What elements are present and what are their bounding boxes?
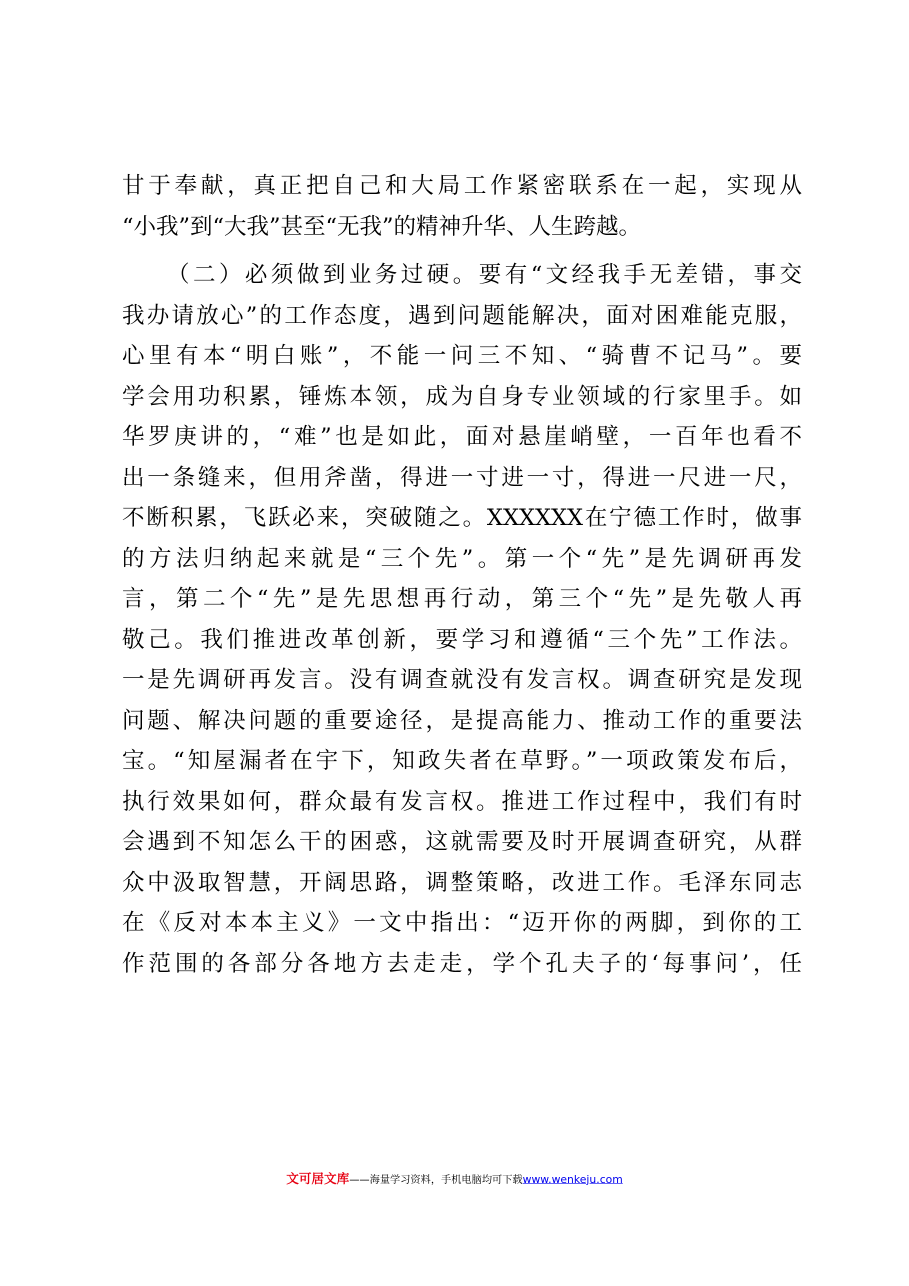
text-line: 言，第二个“先”是先思想再行动，第三个“先”是先敬人再: [122, 586, 802, 612]
text-line: “小我”到“大我”甚至“无我”的精神升华、人生跨越。: [122, 213, 642, 240]
text-line: 学会用功积累，锤炼本领，成为自身专业领域的行家里手。如: [122, 383, 802, 410]
text-line: 执行效果如何，群众最有发言权。推进工作过程中，我们有时: [122, 788, 802, 815]
document-body: [122, 166, 802, 984]
paragraph-2: [122, 255, 802, 984]
text-line: 敬己。我们推进改革创新，要学习和遵循“三个先”工作法。: [122, 626, 802, 653]
footer-tagline: ——海量学习资料，手机电脑均可下载: [349, 1173, 523, 1186]
text-line: 不断积累，飞跃必来，突破随之。XXXXXX在宁德工作时，做事: [122, 505, 802, 531]
website-link[interactable]: www.wenkeju.com: [522, 1173, 623, 1186]
text-line: 甘于奉献，真正把自己和大局工作紧密联系在一起，实现从: [122, 173, 802, 199]
text-line: 宝。“知屋漏者在宇下，知政失者在草野。”一项政策发布后，: [122, 748, 802, 774]
text-line: 会遇到不知怎么干的困惑，这就需要及时开展调查研究，从群: [122, 829, 802, 855]
footer-banner: [182, 1169, 727, 1187]
text-line: 在《反对本本主义》一文中指出：“迈开你的两脚，到你的工: [122, 910, 802, 936]
text-line: 问题、解决问题的重要途径，是提高能力、推动工作的重要法: [122, 707, 802, 734]
brand-name: 文可居文库: [286, 1171, 350, 1186]
text-line-indented: （二）必须做到业务过硬。要有“文经我手无差错，事交: [167, 262, 802, 288]
text-line: 作范围的各部分各地方去走走，学个孔夫子的‘每事问’，任: [122, 950, 802, 977]
paragraph-1: [122, 166, 802, 247]
paragraph-gap: [122, 247, 802, 255]
text-line: 华罗庚讲的，“难”也是如此，面对悬崖峭壁，一百年也看不: [122, 424, 802, 450]
text-line: 心里有本“明白账”，不能一问三不知、“骑曹不记马”。要: [122, 343, 802, 369]
text-line: 我办请放心”的工作态度，遇到问题能解决，面对困难能克服，: [122, 302, 802, 329]
text-line: 一是先调研再发言。没有调查就没有发言权。调查研究是发现: [122, 667, 802, 693]
text-line: 众中汲取智慧，开阔思路，调整策略，改进工作。毛泽东同志: [122, 869, 802, 896]
text-line: 出一条缝来，但用斧凿，得进一寸进一寸，得进一尺进一尺，: [122, 464, 802, 491]
text-line: 的方法归纳起来就是“三个先”。第一个“先”是先调研再发: [122, 545, 802, 572]
